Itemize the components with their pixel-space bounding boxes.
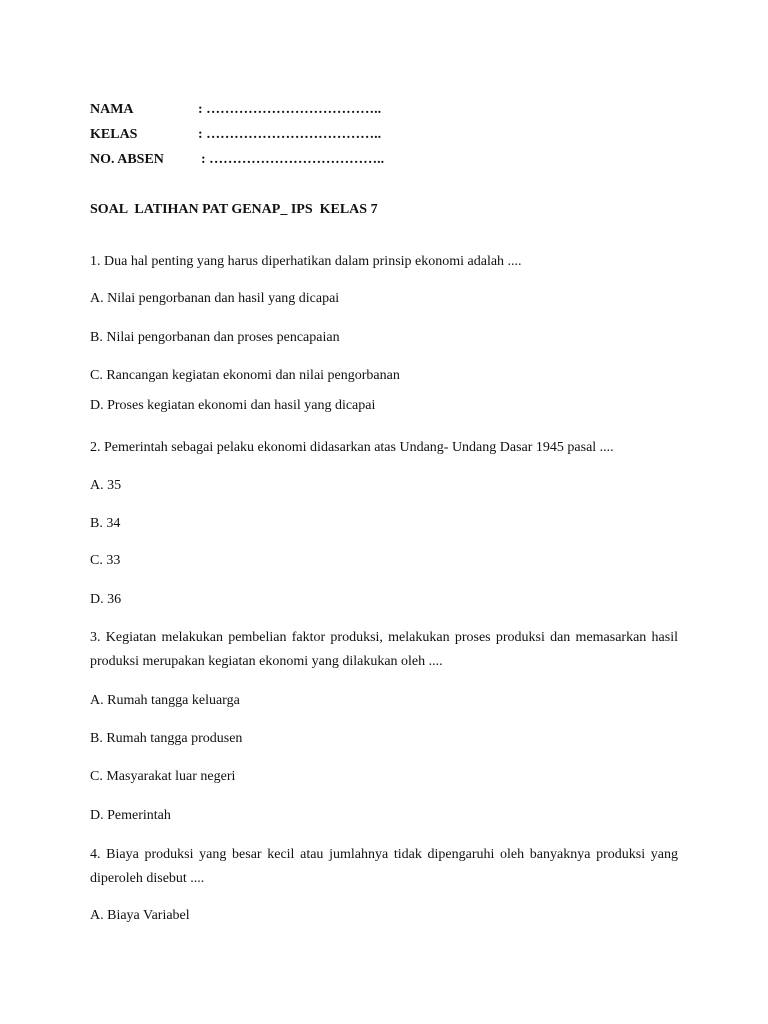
absence-number-blank: : ……………………………….. <box>201 152 385 167</box>
question-2-option-d: D. 36 <box>90 592 122 607</box>
absence-number-label: NO. ABSEN <box>90 152 164 167</box>
question-3-option-d: D. Pemerintah <box>90 808 171 823</box>
question-2-option-b: B. 34 <box>90 516 121 531</box>
absence-number-field <box>90 152 385 168</box>
question-4-text: 4. Biaya produksi yang besar kecil atau jumlahnya tidak dipengaruhi oleh banyaknya produksi yang diperoleh disebut .... <box>90 847 678 886</box>
class-blank: : ……………………………….. <box>198 127 382 142</box>
question-3-text: 3. Kegiatan melakukan pembelian faktor produksi, melakukan proses produksi dan memasarkan hasil produksi merupakan kegiatan ekonomi yang dilakukan oleh .... <box>90 630 678 669</box>
worksheet-title: SOAL LATIHAN PAT GENAP_ IPS KELAS 7 <box>90 202 378 217</box>
class-label: KELAS <box>90 127 138 142</box>
name-blank: : ……………………………….. <box>198 102 382 117</box>
class-field <box>90 127 382 143</box>
question-2-option-c: C. 33 <box>90 553 121 568</box>
question-3-option-a: A. Rumah tangga keluarga <box>90 693 240 708</box>
question-2-text: 2. Pemerintah sebagai pelaku ekonomi didasarkan atas Undang- Undang Dasar 1945 pasal .... <box>90 440 614 455</box>
question-3-option-c: C. Masyarakat luar negeri <box>90 769 236 784</box>
name-field <box>90 102 382 118</box>
question-1-option-d: D. Proses kegiatan ekonomi dan hasil yang dicapai <box>90 398 376 413</box>
question-1-text: 1. Dua hal penting yang harus diperhatikan dalam prinsip ekonomi adalah .... <box>90 254 522 269</box>
question-1-option-b: B. Nilai pengorbanan dan proses pencapaian <box>90 330 340 345</box>
question-1-option-c: C. Rancangan kegiatan ekonomi dan nilai pengorbanan <box>90 368 400 383</box>
name-label: NAMA <box>90 102 134 117</box>
question-1-option-a: A. Nilai pengorbanan dan hasil yang dicapai <box>90 291 340 306</box>
question-2-option-a: A. 35 <box>90 478 122 493</box>
question-3-option-b: B. Rumah tangga produsen <box>90 731 243 746</box>
question-4-option-a: A. Biaya Variabel <box>90 908 190 923</box>
